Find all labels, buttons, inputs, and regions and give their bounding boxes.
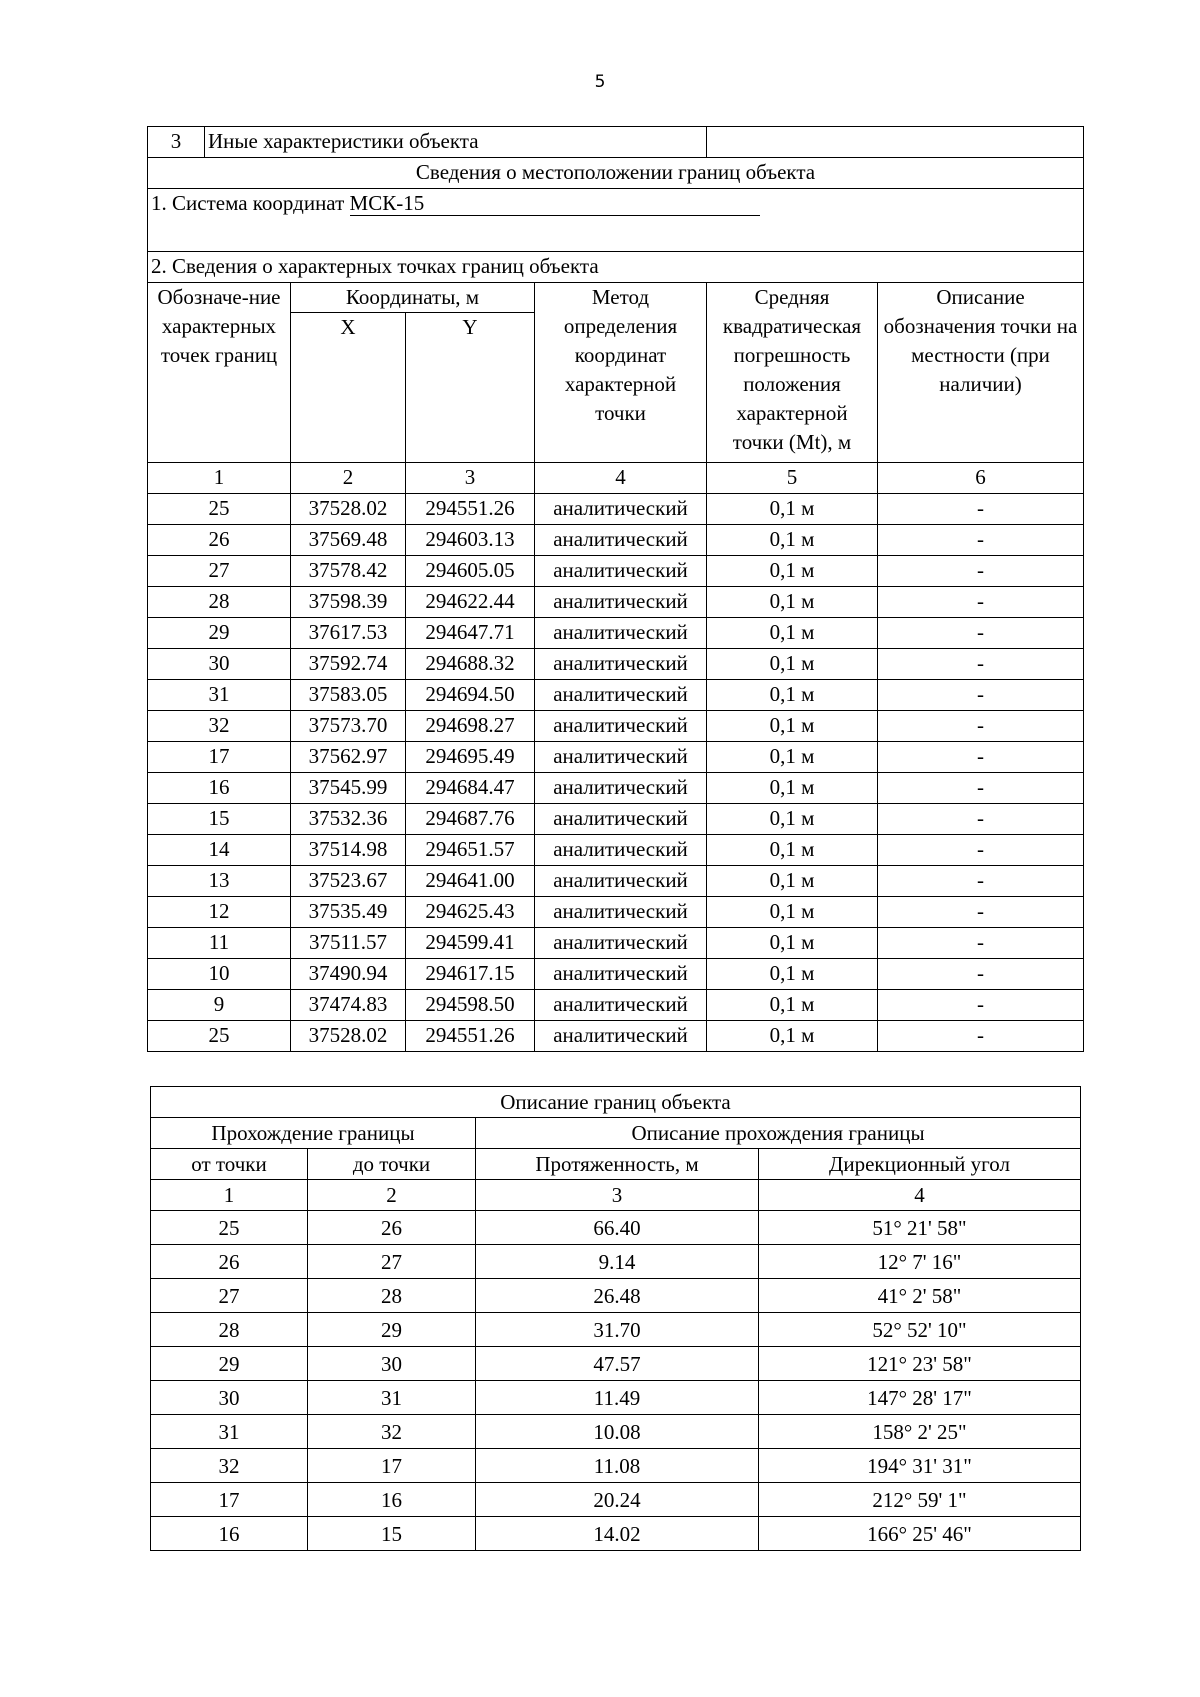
description: - [878, 835, 1084, 866]
length: 10.08 [476, 1415, 759, 1449]
method: аналитический [535, 1021, 707, 1052]
coord-y: 294617.15 [406, 959, 535, 990]
table-row [151, 1415, 1081, 1449]
table-row [148, 525, 1084, 556]
method: аналитический [535, 556, 707, 587]
length: 14.02 [476, 1517, 759, 1551]
from-point: 17 [151, 1483, 308, 1517]
coord-x: 37528.02 [291, 1021, 406, 1052]
column-numbers-row [151, 1180, 1081, 1211]
error: 0,1 м [707, 525, 878, 556]
length: 11.49 [476, 1381, 759, 1415]
col-number: 1 [151, 1180, 308, 1211]
table-row [148, 711, 1084, 742]
table-row [148, 990, 1084, 1021]
header-passage-description: Описание прохождения границы [476, 1118, 1081, 1149]
point-number: 16 [148, 773, 291, 804]
method: аналитический [535, 649, 707, 680]
table-row [148, 556, 1084, 587]
coord-x: 37490.94 [291, 959, 406, 990]
coord-x: 37545.99 [291, 773, 406, 804]
coord-x: 37592.74 [291, 649, 406, 680]
table-row [148, 773, 1084, 804]
from-point: 31 [151, 1415, 308, 1449]
coord-y: 294695.49 [406, 742, 535, 773]
table-row [148, 928, 1084, 959]
point-number: 12 [148, 897, 291, 928]
table-row [151, 1517, 1081, 1551]
point-number: 31 [148, 680, 291, 711]
coord-y: 294688.32 [406, 649, 535, 680]
table-row [151, 1279, 1081, 1313]
coord-x: 37598.39 [291, 587, 406, 618]
direction-angle: 12° 7' 16" [759, 1245, 1081, 1279]
coord-y: 294551.26 [406, 494, 535, 525]
method: аналитический [535, 618, 707, 649]
table-row [151, 1381, 1081, 1415]
coord-y: 294687.76 [406, 804, 535, 835]
from-point: 32 [151, 1449, 308, 1483]
description: - [878, 928, 1084, 959]
point-number: 13 [148, 866, 291, 897]
error: 0,1 м [707, 587, 878, 618]
method: аналитический [535, 587, 707, 618]
coord-x: 37514.98 [291, 835, 406, 866]
to-point: 17 [308, 1449, 476, 1483]
point-number: 17 [148, 742, 291, 773]
length: 26.48 [476, 1279, 759, 1313]
header-passage: Прохождение границы [151, 1118, 476, 1149]
to-point: 29 [308, 1313, 476, 1347]
table-row [148, 742, 1084, 773]
description: - [878, 959, 1084, 990]
direction-angle: 52° 52' 10" [759, 1313, 1081, 1347]
point-number: 14 [148, 835, 291, 866]
table-row [148, 897, 1084, 928]
coord-x: 37528.02 [291, 494, 406, 525]
col-number: 5 [707, 463, 878, 494]
description: - [878, 494, 1084, 525]
col-number: 3 [476, 1180, 759, 1211]
description: - [878, 525, 1084, 556]
to-point: 27 [308, 1245, 476, 1279]
point-number: 11 [148, 928, 291, 959]
method: аналитический [535, 742, 707, 773]
table-row [151, 1313, 1081, 1347]
table-row [148, 494, 1084, 525]
table-header-row [148, 283, 1084, 313]
table-row [148, 618, 1084, 649]
table-row [151, 1245, 1081, 1279]
error: 0,1 м [707, 649, 878, 680]
direction-angle: 41° 2' 58" [759, 1279, 1081, 1313]
other-characteristics-value [707, 127, 1084, 158]
col-number: 3 [406, 463, 535, 494]
description: - [878, 587, 1084, 618]
length: 20.24 [476, 1483, 759, 1517]
method: аналитический [535, 866, 707, 897]
table-row [148, 680, 1084, 711]
coord-y: 294599.41 [406, 928, 535, 959]
from-point: 30 [151, 1381, 308, 1415]
boundary-points-table [147, 126, 1084, 1052]
length: 9.14 [476, 1245, 759, 1279]
row-number: 3 [148, 127, 205, 158]
description: - [878, 897, 1084, 928]
table-row [151, 1449, 1081, 1483]
from-point: 25 [151, 1211, 308, 1245]
table-row [148, 189, 1084, 252]
table-header-row [151, 1149, 1081, 1180]
method: аналитический [535, 959, 707, 990]
error: 0,1 м [707, 959, 878, 990]
col-number: 6 [878, 463, 1084, 494]
table-row [148, 866, 1084, 897]
description: - [878, 990, 1084, 1021]
error: 0,1 м [707, 680, 878, 711]
error: 0,1 м [707, 1021, 878, 1052]
method: аналитический [535, 525, 707, 556]
coord-x: 37535.49 [291, 897, 406, 928]
to-point: 32 [308, 1415, 476, 1449]
coord-x: 37523.67 [291, 866, 406, 897]
table-row [151, 1347, 1081, 1381]
point-number: 25 [148, 494, 291, 525]
description: - [878, 804, 1084, 835]
coord-y: 294551.26 [406, 1021, 535, 1052]
section-title: Сведения о местоположении границ объекта [148, 158, 1084, 189]
direction-angle: 194° 31' 31" [759, 1449, 1081, 1483]
description: - [878, 773, 1084, 804]
description: - [878, 742, 1084, 773]
method: аналитический [535, 711, 707, 742]
header-angle: Дирекционный угол [759, 1149, 1081, 1180]
coord-x: 37511.57 [291, 928, 406, 959]
to-point: 30 [308, 1347, 476, 1381]
table-row [148, 835, 1084, 866]
coord-x: 37578.42 [291, 556, 406, 587]
direction-angle: 158° 2' 25" [759, 1415, 1081, 1449]
error: 0,1 м [707, 835, 878, 866]
header-from: от точки [151, 1149, 308, 1180]
coord-x: 37617.53 [291, 618, 406, 649]
point-number: 30 [148, 649, 291, 680]
error: 0,1 м [707, 928, 878, 959]
boundary-description-table [150, 1086, 1081, 1551]
description: - [878, 556, 1084, 587]
page-number: 5 [594, 72, 606, 92]
method: аналитический [535, 835, 707, 866]
length: 47.57 [476, 1347, 759, 1381]
to-point: 31 [308, 1381, 476, 1415]
col-number: 2 [308, 1180, 476, 1211]
error: 0,1 м [707, 494, 878, 525]
from-point: 26 [151, 1245, 308, 1279]
direction-angle: 147° 28' 17" [759, 1381, 1081, 1415]
coord-y: 294603.13 [406, 525, 535, 556]
coord-x: 37562.97 [291, 742, 406, 773]
point-number: 15 [148, 804, 291, 835]
coord-x: 37573.70 [291, 711, 406, 742]
error: 0,1 м [707, 990, 878, 1021]
table-row [148, 959, 1084, 990]
point-number: 26 [148, 525, 291, 556]
column-numbers-row [148, 463, 1084, 494]
error: 0,1 м [707, 711, 878, 742]
header-x: X [291, 313, 406, 463]
header-coords: Координаты, м [291, 283, 535, 313]
coord-y: 294684.47 [406, 773, 535, 804]
coord-y: 294698.27 [406, 711, 535, 742]
coord-y: 294641.00 [406, 866, 535, 897]
table-row [151, 1483, 1081, 1517]
header-length: Протяженность, м [476, 1149, 759, 1180]
from-point: 16 [151, 1517, 308, 1551]
header-y: Y [406, 313, 535, 463]
col-number: 2 [291, 463, 406, 494]
coord-x: 37569.48 [291, 525, 406, 556]
table-row [148, 587, 1084, 618]
point-number: 25 [148, 1021, 291, 1052]
header-designation: Обозначе-ние характерных точек границ [148, 283, 291, 463]
description: - [878, 649, 1084, 680]
description: - [878, 1021, 1084, 1052]
table-header-row [151, 1118, 1081, 1149]
coord-y: 294694.50 [406, 680, 535, 711]
description: - [878, 866, 1084, 897]
header-method: Метод определения координат характерной точки [535, 283, 707, 463]
from-point: 27 [151, 1279, 308, 1313]
table-row [148, 804, 1084, 835]
error: 0,1 м [707, 556, 878, 587]
description: - [878, 680, 1084, 711]
method: аналитический [535, 773, 707, 804]
table-row [148, 649, 1084, 680]
col-number: 4 [759, 1180, 1081, 1211]
error: 0,1 м [707, 618, 878, 649]
to-point: 26 [308, 1211, 476, 1245]
description: - [878, 711, 1084, 742]
method: аналитический [535, 897, 707, 928]
error: 0,1 м [707, 897, 878, 928]
coord-y: 294598.50 [406, 990, 535, 1021]
direction-angle: 166° 25' 46" [759, 1517, 1081, 1551]
table-row [151, 1087, 1081, 1118]
coord-x: 37583.05 [291, 680, 406, 711]
length: 11.08 [476, 1449, 759, 1483]
error: 0,1 м [707, 804, 878, 835]
coord-y: 294622.44 [406, 587, 535, 618]
col-number: 4 [535, 463, 707, 494]
coord-system-label: 1. Система координат [151, 191, 345, 215]
to-point: 16 [308, 1483, 476, 1517]
length: 66.40 [476, 1211, 759, 1245]
header-description: Описание обозначения точки на местности (при наличии) [878, 283, 1084, 463]
col-number: 1 [148, 463, 291, 494]
from-point: 29 [151, 1347, 308, 1381]
point-number: 9 [148, 990, 291, 1021]
from-point: 28 [151, 1313, 308, 1347]
header-to: до точки [308, 1149, 476, 1180]
table-row [148, 252, 1084, 283]
coord-x: 37532.36 [291, 804, 406, 835]
method: аналитический [535, 494, 707, 525]
method: аналитический [535, 804, 707, 835]
error: 0,1 м [707, 742, 878, 773]
description: - [878, 618, 1084, 649]
error: 0,1 м [707, 866, 878, 897]
coord-y: 294651.57 [406, 835, 535, 866]
method: аналитический [535, 990, 707, 1021]
points-section-title: 2. Сведения о характерных точках границ объекта [148, 252, 1084, 283]
coord-x: 37474.83 [291, 990, 406, 1021]
coord-system-value: МСК-15 [350, 191, 760, 216]
point-number: 27 [148, 556, 291, 587]
direction-angle: 51° 21' 58" [759, 1211, 1081, 1245]
coord-y: 294605.05 [406, 556, 535, 587]
header-error: Средняя квадратическая погрешность положения характерной точки (Mt), м [707, 283, 878, 463]
coord-y: 294625.43 [406, 897, 535, 928]
coord-y: 294647.71 [406, 618, 535, 649]
length: 31.70 [476, 1313, 759, 1347]
point-number: 28 [148, 587, 291, 618]
method: аналитический [535, 680, 707, 711]
table-row [148, 1021, 1084, 1052]
direction-angle: 121° 23' 58" [759, 1347, 1081, 1381]
method: аналитический [535, 928, 707, 959]
table-row [151, 1211, 1081, 1245]
to-point: 15 [308, 1517, 476, 1551]
to-point: 28 [308, 1279, 476, 1313]
table-row [148, 158, 1084, 189]
error: 0,1 м [707, 773, 878, 804]
table-row [148, 127, 1084, 158]
other-characteristics-label: Иные характеристики объекта [205, 127, 707, 158]
table-title: Описание границ объекта [151, 1087, 1081, 1118]
point-number: 32 [148, 711, 291, 742]
direction-angle: 212° 59' 1" [759, 1483, 1081, 1517]
coord-system [148, 189, 1084, 252]
point-number: 10 [148, 959, 291, 990]
point-number: 29 [148, 618, 291, 649]
